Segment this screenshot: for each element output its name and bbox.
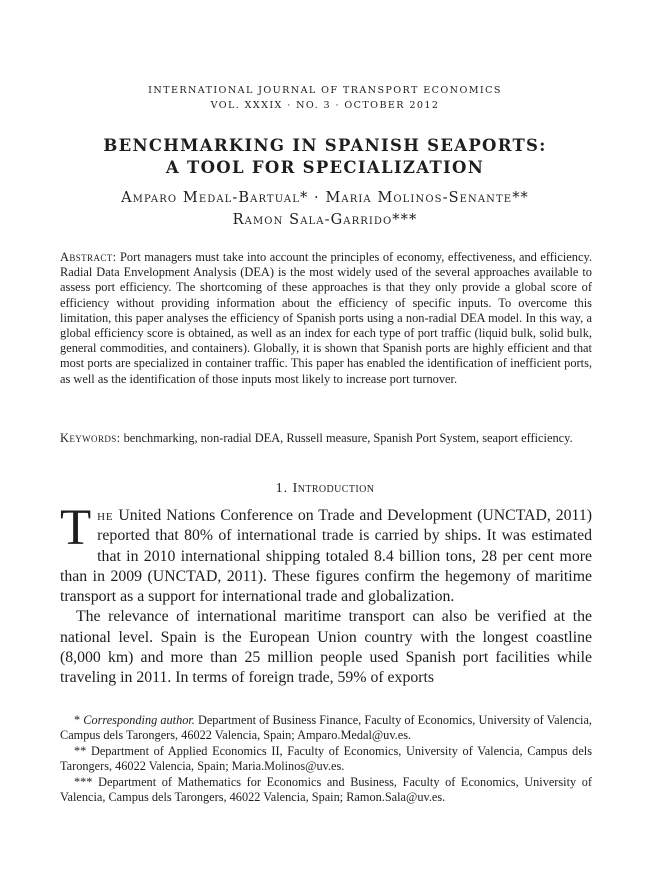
authors-line-1: Amparo Medal-Bartual* · Maria Molinos-Senante** xyxy=(121,190,529,206)
title-line-2: A TOOL FOR SPECIALIZATION xyxy=(165,158,485,177)
keywords-label: Keywords: xyxy=(60,431,121,445)
footnote xyxy=(60,775,592,806)
journal-header xyxy=(0,83,650,113)
footnote-text: Department of Business Finance, Faculty of Economics, University of Valencia, Campus dels Tarongers, 46022 Valencia, Spain; Amparo.Medal@uv.es. xyxy=(60,713,592,743)
footnote xyxy=(60,713,592,744)
abstract-label: Abstract: xyxy=(60,250,117,264)
journal-issue: VOL. XXXIX · NO. 3 · OCTOBER 2012 xyxy=(210,100,440,111)
paragraph-1-text: United Nations Conference on Trade and Development (UNCTAD, 2011) reported that 80% of international trade is carried by ships. It was estimated that in 2010 international shipping totaled 8.4 billion tons, 28 per cent more than in 2009 (UNCTAD, 2011). These figures confirm the hegemony of maritime transport as a support for international trade and globalization. xyxy=(60,507,592,606)
keywords-text: benchmarking, non-radial DEA, Russell measure, Spanish Port System, seaport efficiency. xyxy=(123,431,573,445)
lead-in: he xyxy=(97,507,114,524)
footnote-marker: *** xyxy=(74,774,93,789)
footnote xyxy=(60,744,592,775)
paper-title xyxy=(0,135,650,179)
abstract-text: Port managers must take into account the principles of economy, effectiveness, and efficiency. Radial Data Envelopment Analysis (DEA) is the most widely used of the several approaches available to assess port efficiency. The shortcoming of these approaches is that they only provide a global score of efficiency without providing information about the efficiency of specific inputs. To overcome this limitation, this paper analyses the efficiency of Spanish ports using a non-radial DEA model. In this way, a global efficiency score is obtained, as well as an index for each type of port traffic (liquid bulk, solid bulk, general commodities, and containers). Globally, it is shown that Spanish ports are highly efficient and that most ports are specialized in container traffic. This paper has enabled the identification of inefficient ports, as well as the identification of those inputs most likely to increase port turnover. xyxy=(60,250,592,386)
footnote-label: Corresponding author. xyxy=(83,713,195,727)
journal-name: INTERNATIONAL JOURNAL OF TRANSPORT ECONOMICS xyxy=(148,85,502,96)
abstract xyxy=(60,250,592,387)
keywords xyxy=(60,431,592,446)
author-list xyxy=(0,187,650,231)
section-heading xyxy=(0,481,650,497)
paragraph-2: The relevance of international maritime transport can also be verified at the national level. Spain is the European Union country with the longest coastline (8,000 km) and more than 25 million people used Spanish port facilities while traveling in 2011. In terms of foreign trade, 59% of exports xyxy=(60,608,592,687)
drop-cap: T xyxy=(60,500,92,556)
footnotes xyxy=(60,713,592,805)
footnote-text: Department of Mathematics for Economics and Business, Faculty of Economics, University of Valencia, Campus dels Tarongers, 46022 Valencia, Spain; Ramon.Sala@uv.es. xyxy=(60,774,593,805)
title-line-1: BENCHMARKING IN SPANISH SEAPORTS: xyxy=(103,136,547,155)
body-paragraph xyxy=(60,500,592,607)
footnote-text: Department of Applied Economics II, Faculty of Economics, University of Valencia, Campus dels Tarongers, 46022 Valencia, Spain; Maria.Molinos@uv.es. xyxy=(60,743,592,774)
body-text xyxy=(60,500,592,689)
section-title: Introduction xyxy=(292,481,375,496)
footnote-marker: ** xyxy=(74,743,87,758)
footnote-marker: * xyxy=(74,713,81,727)
section-number: 1. xyxy=(275,481,289,496)
authors-line-2: Ramon Sala-Garrido*** xyxy=(232,212,418,228)
